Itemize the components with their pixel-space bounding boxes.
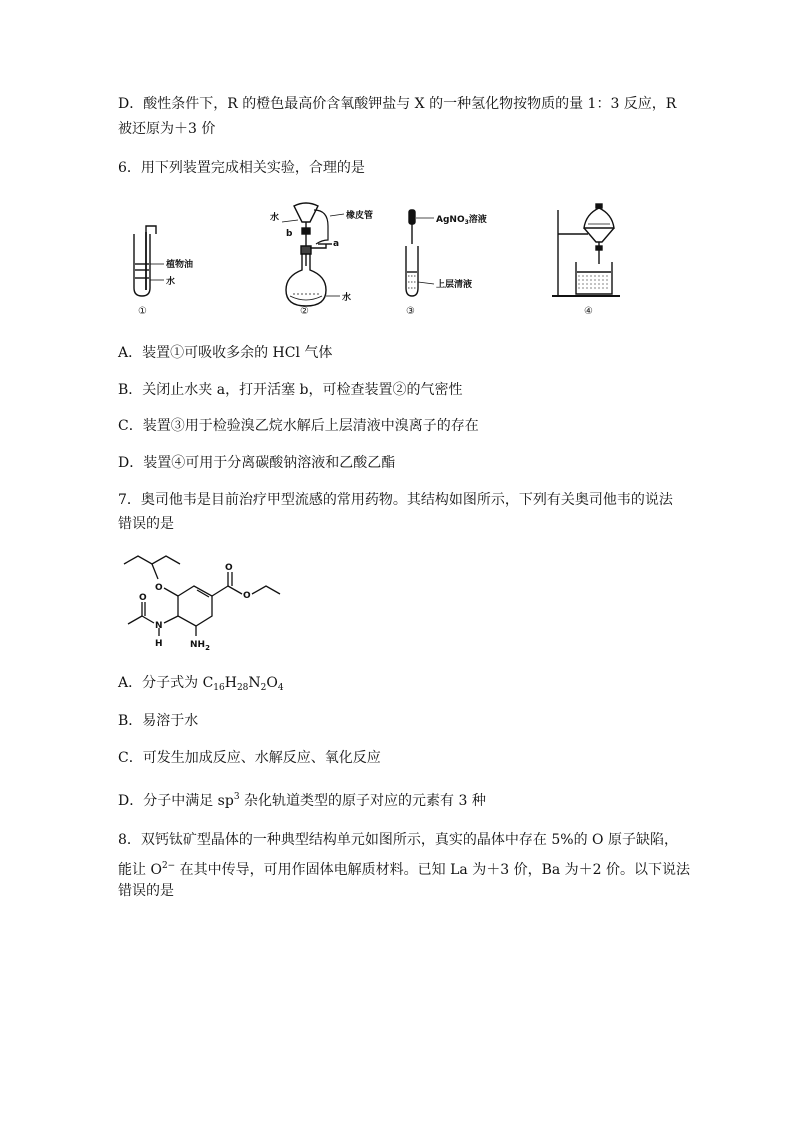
device-1-oil-label: 植物油	[166, 260, 194, 270]
q7-option-b: B．易溶于水	[118, 713, 199, 729]
q7-option-c: C．可发生加成反应、水解反应、氧化反应	[118, 750, 381, 766]
q7-option-d: D．分子中满足 $sp^3$ 杂化轨道类型的原子对应的元素有 3 种	[118, 792, 486, 809]
q8-stem-line2: 能让 $O^{2-}$ 在其中传导，可用作固体电解质材料。已知 La 为＋3 价，Ba 为＋2 价。以下说法	[118, 861, 691, 878]
device-3-reagent-label: AgNO$_3$溶液	[436, 215, 487, 226]
device-4-separatory-funnel	[552, 204, 620, 296]
q6-option-b: B．关闭止水夹 a，打开活塞 b，可检查装置②的气密性	[118, 382, 463, 398]
q5-option-d-line1: D．酸性条件下，R 的橙色最高价含氧酸钾盐与 X 的一种氢化物按物质的量 1：3 反应，R	[118, 96, 677, 112]
q8-stem-line3: 错误的是	[118, 883, 174, 899]
q7-option-a: A．分子式为 $C_{16}H_{28}N_2O_4$	[118, 675, 284, 693]
amide-oxygen-label: O	[139, 593, 147, 603]
q7-oseltamivir-structure	[118, 546, 298, 656]
device-2-water-bottom-label: 水	[342, 293, 352, 303]
device-3-liquid-label: 上层清液	[436, 280, 473, 290]
q8-stem-line1: 8．双钙钛矿型晶体的一种典型结构单元如图所示，真实的晶体中存在 5%的 O 原子缺陷，	[118, 832, 678, 848]
q6-option-d: D．装置④可用于分离碳酸钠溶液和乙酸乙酯	[118, 455, 396, 471]
q6-option-a: A．装置①可吸收多余的 HCl 气体	[118, 345, 333, 361]
device-2-clamp-a-label: a	[333, 239, 340, 249]
q7-stem-line1: 7．奥司他韦是目前治疗甲型流感的常用药物。其结构如图所示，下列有关奥司他韦的说法	[118, 492, 673, 508]
amide-nitrogen-label: N	[155, 621, 163, 631]
q5-option-d-line2: 被还原为＋3 价	[118, 121, 216, 137]
device-2-flask-funnel	[282, 203, 344, 306]
device-2-water-top-label: 水	[270, 213, 280, 223]
device-1-test-tube	[134, 226, 164, 296]
device-2-number: ②	[300, 306, 309, 317]
amide-hydrogen-label: H	[155, 639, 163, 649]
q7-stem-line2: 错误的是	[118, 516, 174, 532]
device-4-number: ④	[584, 306, 593, 317]
ester-oxygen-label: O	[243, 591, 251, 601]
device-1-water-label: 水	[166, 277, 176, 287]
device-2-stopcock-b-label: b	[286, 229, 293, 239]
ether-oxygen-label: O	[155, 583, 163, 593]
device-1-number: ①	[138, 306, 147, 317]
ester-carbonyl-oxygen-label: O	[225, 563, 233, 573]
device-3-dropper-tube	[406, 210, 434, 296]
q6-option-c: C．装置③用于检验溴乙烷水解后上层清液中溴离子的存在	[118, 418, 479, 434]
q6-stem: 6．用下列装置完成相关实验，合理的是	[118, 160, 365, 176]
device-3-number: ③	[406, 306, 415, 317]
device-2-rubber-tube-label: 橡皮管	[346, 211, 374, 221]
q6-apparatus-figure	[118, 196, 678, 324]
amine-label: $NH_2$	[190, 640, 210, 652]
